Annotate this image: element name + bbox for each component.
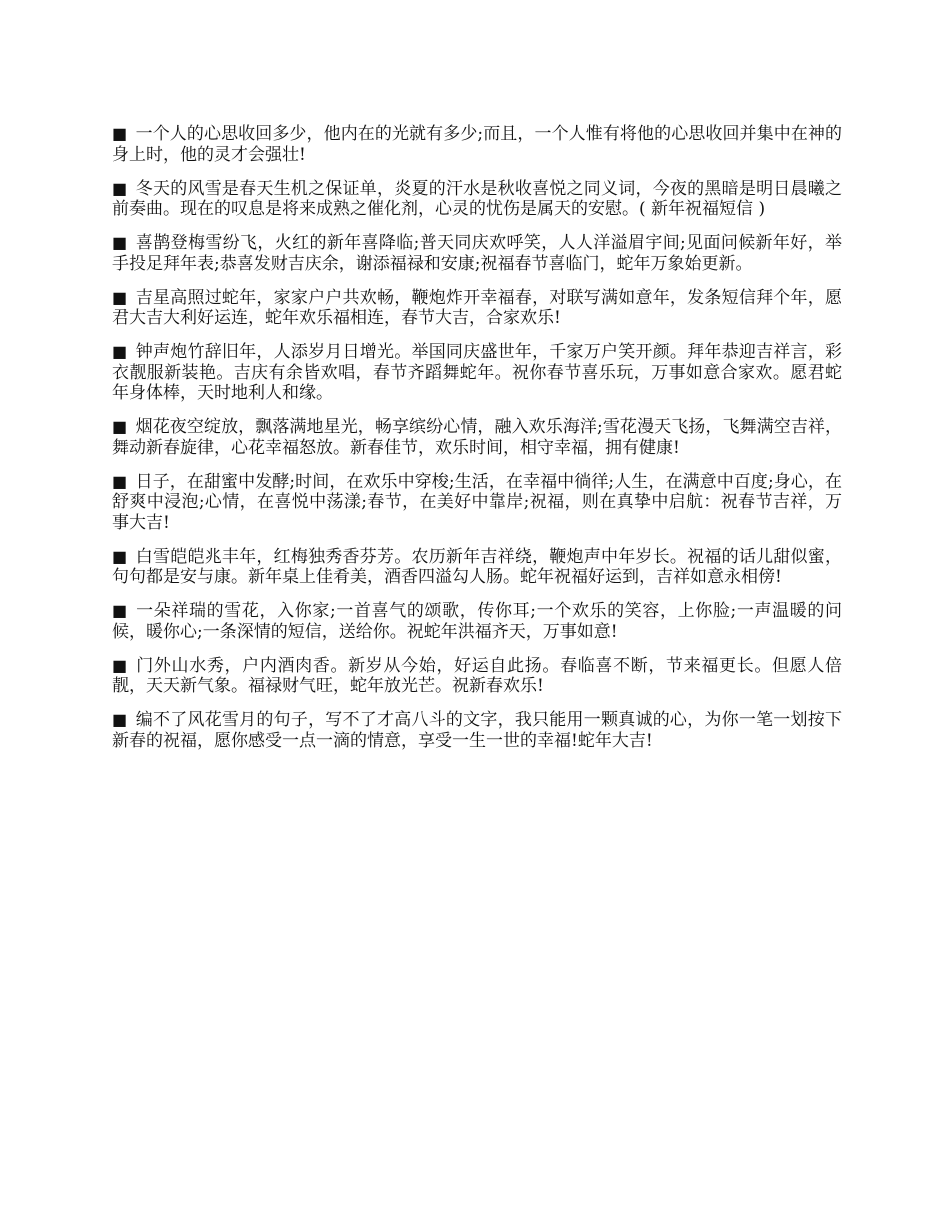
paragraph-text: 钟声炮竹辞旧年，人添岁月日增光。举国同庆盛世年，千家万户笑开颜。拜年恭迎吉祥言，彩衣靓服新装艳。吉庆有余皆欢唱，春节齐蹈舞蛇年。祝你春节喜乐玩，万事如意合家欢。愿君蛇年身体棒，天时地利人和缘。 <box>112 342 843 403</box>
paragraph-text: 白雪皑皑兆丰年，红梅独秀香芬芳。农历新年吉祥绕，鞭炮声中年岁长。祝福的话儿甜似蜜，句句都是安与康。新年桌上佳肴美，酒香四溢勾人肠。蛇年祝福好运到，吉祥如意永相傍! <box>112 546 843 587</box>
paragraph <box>112 233 842 274</box>
paragraph-text: 一朵祥瑞的雪花，入你家;一首喜气的颂歌，传你耳;一个欢乐的笑容，上你脸;一声温暖的问候，暖你心;一条深情的短信，送给你。祝蛇年洪福齐天，万事如意! <box>112 601 842 642</box>
square-bullet-icon: ■ <box>112 124 128 143</box>
paragraph <box>112 710 842 751</box>
paragraph <box>112 547 842 588</box>
paragraph-text: 一个人的心思收回多少，他内在的光就有多少;而且，一个人惟有将他的心思收回并集中在神的身上时，他的灵才会强壮! <box>112 124 842 165</box>
square-bullet-icon: ■ <box>112 601 128 620</box>
paragraph-text: 喜鹊登梅雪纷飞，火红的新年喜降临;普天同庆欢呼笑，人人洋溢眉宇间;见面问候新年好，举手投足拜年表;恭喜发财吉庆余，谢添福禄和安康;祝福春节喜临门，蛇年万象始更新。 <box>112 233 842 274</box>
square-bullet-icon: ■ <box>112 417 128 436</box>
square-bullet-icon: ■ <box>112 655 128 675</box>
paragraph <box>112 179 842 220</box>
paragraph-text: 编不了风花雪月的句子，写不了才高八斗的文字，我只能用一颗真诚的心，为你一笔一划按下新春的祝福，愿你感受一点一滴的情意，享受一生一世的幸福!蛇年大吉! <box>112 710 843 751</box>
square-bullet-icon: ■ <box>112 546 128 566</box>
paragraph-text: 冬天的风雪是春天生机之保证单，炎夏的汗水是秋收喜悦之同义词，今夜的黑暗是明日晨曦之前奏曲。现在的叹息是将来成熟之催化剂，心灵的忧伤是属天的安慰。( 新年祝福短信 ) <box>112 178 843 219</box>
paragraph <box>112 124 842 165</box>
paragraph <box>112 656 842 697</box>
document-body <box>112 124 842 765</box>
paragraph <box>112 342 842 404</box>
paragraph-text: 吉星高照过蛇年，家家户户共欢畅，鞭炮炸开幸福春，对联写满如意年，发条短信拜个年，愿君大吉大利好运连，蛇年欢乐福相连，春节大吉，合家欢乐! <box>112 287 843 328</box>
paragraph-text: 烟花夜空绽放，飘落满地星光，畅享缤纷心情，融入欢乐海洋;雪花漫天飞扬，飞舞满空吉祥，舞动新春旋律，心花幸福怒放。新春佳节，欢乐时间，相守幸福，拥有健康! <box>112 417 842 458</box>
paragraph-text: 日子，在甜蜜中发酵;时间，在欢乐中穿梭;生活，在幸福中徜徉;人生，在满意中百度;身心，在舒爽中浸泡;心情，在喜悦中荡漾;春节，在美好中靠岸;祝福，则在真挚中启航：祝春节吉祥，万事大吉! <box>112 471 842 533</box>
paragraph-text: 门外山水秀，户内酒肉香。新岁从今始，好运自此扬。春临喜不断，节来福更长。但愿人倍靓，天天新气象。福禄财气旺，蛇年放光芒。祝新春欢乐! <box>112 655 843 696</box>
square-bullet-icon: ■ <box>112 471 128 491</box>
square-bullet-icon: ■ <box>112 287 128 307</box>
paragraph <box>112 417 842 458</box>
paragraph <box>112 472 842 534</box>
square-bullet-icon: ■ <box>112 233 128 252</box>
square-bullet-icon: ■ <box>112 342 128 361</box>
square-bullet-icon: ■ <box>112 178 128 198</box>
square-bullet-icon: ■ <box>112 710 128 729</box>
paragraph <box>112 288 842 329</box>
paragraph <box>112 601 842 642</box>
